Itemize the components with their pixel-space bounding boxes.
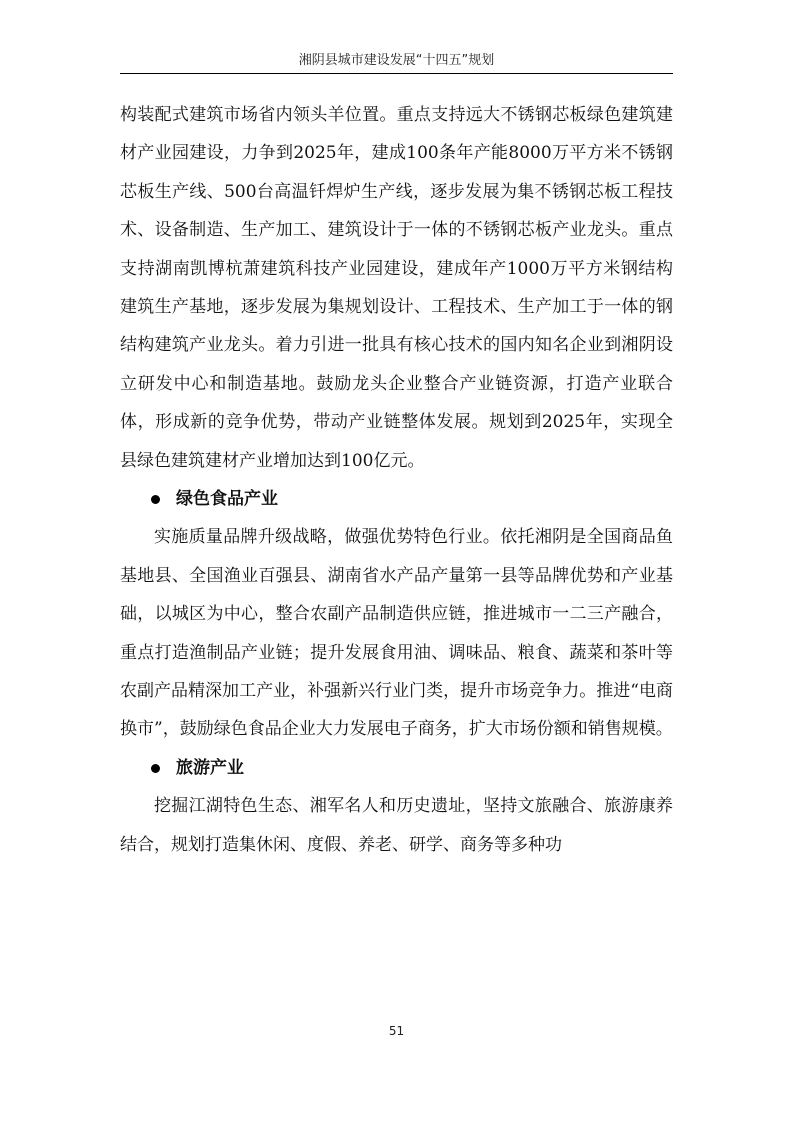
running-header: 湘阴县城市建设发展“十四五”规划 [298,53,495,68]
body-paragraph-1: 构装配式建筑市场省内领头羊位置。重点支持远大不锈钢芯板绿色建筑建材产业园建设，力争到2025年，建成100条年产能8000万平方米不锈钢芯板生产线、500台高温钎焊炉生产线，逐步发展为集不锈钢芯板工程技术、设备制造、生产加工、建筑设计于一体的不锈钢芯板产业龙头。重点支持湖南凯博杭萧建筑科技产业园建设，建成年产1000万平方米钢结构建筑生产基地，逐步发展为集规划设计、工程技术、生产加工于一体的钢结构建筑产业龙头。着力引进一批具有核心技术的国内知名企业到湘阴设立研发中心和制造基地。鼓励龙头企业整合产业链资源，打造产业联合体，形成新的竞争优势，带动产业链整体发展。规划到2025年，实现全县绿色建筑建材产业增加达到100亿元。 [120,105,673,471]
bullet-icon [151,764,160,773]
header-divider [120,73,673,74]
bullet-icon [151,495,160,504]
page-number: 51 [388,1024,405,1038]
section-heading-label: 绿色食品产业 [176,489,278,510]
body-paragraph-3: 挖掘江湖特色生态、湘军名人和历史遗址，坚持文旅融合、旅游康养结合，规划打造集休闲、度假、养老、研学、商务等多种功 [120,796,673,855]
body-paragraph-2: 实施质量品牌升级战略，做强优势特色行业。依托湘阴是全国商品鱼基地县、全国渔业百强县、湖南省水产品产量第一县等品牌优势和产业基础，以城区为中心，整合农副产品制造供应链，推进城市一二三产融合，重点打造渔制品产业链；提升发展食用油、调味品、粮食、蔬菜和茶叶等农副产品精深加工产业，补强新兴行业门类，提升市场竞争力。推进“电商换市”，鼓励绿色食品企业大力发展电子商务，扩大市场份额和销售规模。 [120,527,673,740]
page-body [120,96,673,864]
section-heading-green-food [120,480,673,518]
section-heading-tourism [120,749,673,787]
section-heading-label: 旅游产业 [176,757,244,778]
